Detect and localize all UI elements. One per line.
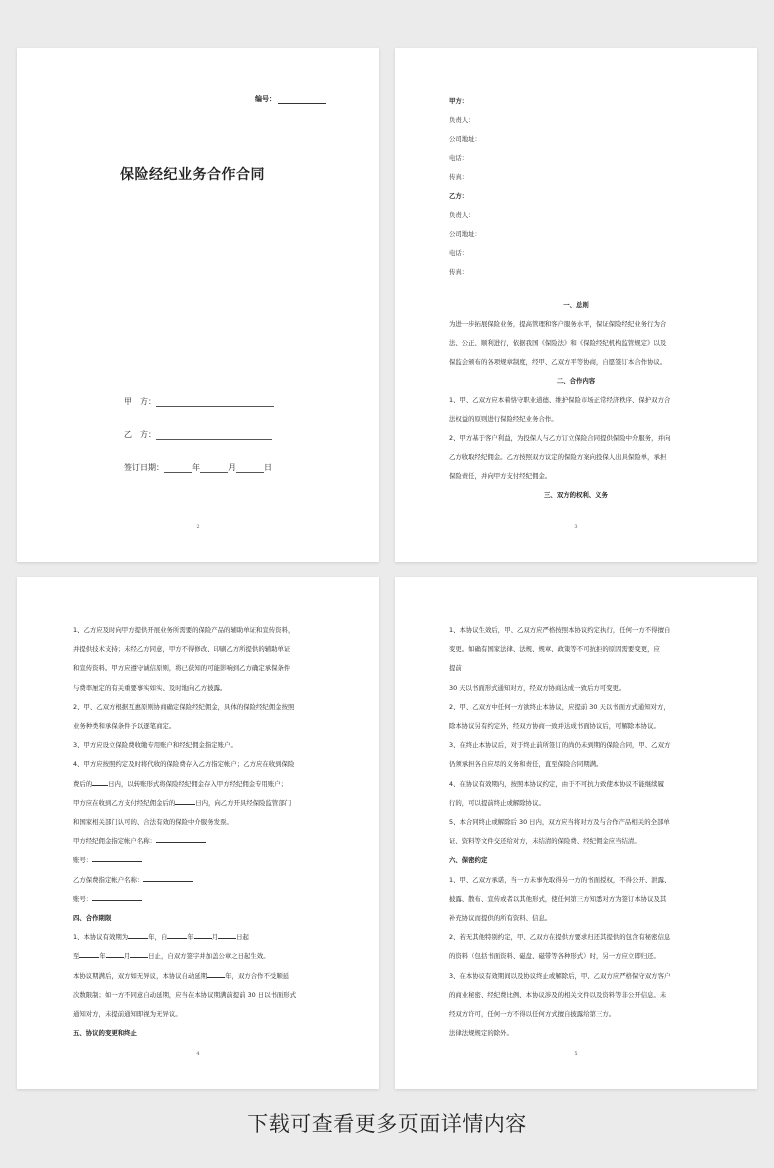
text-line: 1、甲、乙双方承诺，当一方未事先取得另一方的书面授权，不得公开、泄露、 xyxy=(449,875,671,884)
text-line: 4、甲方应按照约定及时将代收的保险费存入乙方指定帐户；乙方应在收到保险 xyxy=(73,760,295,769)
party-b-line xyxy=(124,429,272,440)
text-line: 变更。如确有国家法律、法规、规章、政策等不可抗拒的原因需要变更，应 xyxy=(449,645,660,654)
text-line: 的商业秘密、经纪费比例、本协议涉及的相关文件以及资料等非公开信息。未 xyxy=(449,990,667,999)
text-line: 负责人： xyxy=(449,116,475,124)
page-number: 2 xyxy=(196,524,200,530)
day-blank xyxy=(236,464,264,473)
day-label: 日 xyxy=(264,463,272,472)
text-line: 证、资料等文件交还给对方，未结清的保险费、经纪佣金应当结清。 xyxy=(449,837,641,846)
fill-blank xyxy=(128,932,148,939)
text-line: 与费率厘定的有关重要事实如实、及时地向乙方披露。 xyxy=(73,683,227,692)
text-line: 电话： xyxy=(449,154,469,162)
section-heading: 二、合作内容 xyxy=(556,377,596,385)
document-page-4 xyxy=(17,577,379,1089)
text-line: 补充协议而提供的所有资料、信息。 xyxy=(449,914,552,922)
fill-blank xyxy=(167,932,187,939)
text-line: 甲方经纪佣金指定帐户名称： xyxy=(73,832,206,851)
text-line: 公司地址： xyxy=(449,230,481,238)
section-heading: 五、协议的变更和终止 xyxy=(73,1029,137,1038)
section-heading: 四、合作期限 xyxy=(73,914,112,922)
text-line: 业务种类和承保条件予以逐笔商定。 xyxy=(73,722,176,730)
text-line: 至 年 月 日止，自双方签字并加盖公章之日起生效。 xyxy=(73,952,270,961)
section-heading: 乙方： xyxy=(449,192,469,200)
fill-blank xyxy=(175,798,195,805)
section-heading: 三、双方的权利、义务 xyxy=(544,491,608,499)
document-page-cover xyxy=(17,48,379,562)
text-line: 通知对方，未提前通知即视为无异议。 xyxy=(73,1010,182,1018)
text-line: 本协议期满后，双方如无异议，本协议自动延期 年，双方合作不受顺延 xyxy=(73,971,290,980)
text-line: 账号： xyxy=(73,851,142,870)
text-line: 负责人： xyxy=(449,211,475,219)
text-line: 乙方收取经纪佣金。乙方按照双方议定的保险方案向投保人出具保险单，承担 xyxy=(449,453,667,461)
text-line: 经双方许可，任何一方不得以任何方式擅自披露给第三方。 xyxy=(449,1010,616,1018)
text-line: 2、甲、乙双方根据互惠原则协商确定保险经纪佣金，具体的保险经纪佣金按照 xyxy=(73,702,295,711)
text-line: 账号： xyxy=(73,890,142,909)
fill-blank xyxy=(207,971,225,978)
text-line: 仍须承担各自应尽的义务和责任，直至保险合同期满。 xyxy=(449,760,603,769)
contract-number-field xyxy=(255,94,326,104)
section-heading: 甲方： xyxy=(449,97,469,105)
text-line: 并提供技术支持；未经乙方同意，甲方不得修改、印刷乙方所提供的辅助单证 xyxy=(73,645,291,654)
sign-date-line xyxy=(124,462,272,473)
fill-blank xyxy=(194,932,212,939)
text-line: 1、乙方应及时向甲方提供开展业务所需要的保险产品的辅助单证和宣传资料， xyxy=(73,626,295,634)
party-a-label: 甲 方： xyxy=(124,397,156,406)
text-line: 传真： xyxy=(449,173,469,181)
page-title: 保险经纪业务合作合同 xyxy=(120,167,265,183)
fill-blank xyxy=(92,779,108,786)
page-number: 3 xyxy=(574,524,578,530)
party-a-line xyxy=(124,396,274,407)
text-line: 除本协议另有约定外，经双方协商一致并达成书面协议后，可解除本协议。 xyxy=(449,722,660,730)
text-line: 保监会颁布的各项规章制度，经甲、乙双方平等协商，自愿签订本合作协议。 xyxy=(449,358,667,366)
text-line: 1、本协议生效后，甲、乙双方应严格按照本协议约定执行，任何一方不得擅自 xyxy=(449,626,671,634)
party-b-label: 乙 方： xyxy=(124,430,156,439)
month-label: 月 xyxy=(228,463,236,472)
text-line: 电话： xyxy=(449,249,469,257)
page-number: 5 xyxy=(574,1051,578,1057)
text-line: 3、在本协议有效期间以及协议终止或解除后，甲、乙双方应严格保守双方客户 xyxy=(449,971,671,980)
text-line: 披露、散布、宣传或者以其他形式，使任何第三方知悉对方为签订本协议及其 xyxy=(449,894,667,903)
text-line: 1、甲、乙双方应本着恪守职业道德、维护保险市场正常经济秩序、保护双方合 xyxy=(449,396,671,404)
month-blank xyxy=(200,464,228,473)
text-line: 2、甲、乙双方中任何一方欲终止本协议，应提前 30 天以书面方式通知对方， xyxy=(449,702,670,711)
text-line: 法权益的原则进行保险经纪业务合作。 xyxy=(449,415,558,423)
year-label: 年 xyxy=(192,463,200,472)
text-line: 甲方应在收到乙方支付经纪佣金后的 日内，向乙方开具经保险监管部门 xyxy=(73,798,292,807)
text-line: 费后的 日内，以转账形式将保险经纪佣金存入甲方经纪佣金专用账户； xyxy=(73,779,288,788)
party-b-blank xyxy=(156,431,272,440)
text-line: 1、本协议有效期为 年，自 年 月 日起 xyxy=(73,933,249,942)
section-heading: 六、保密约定 xyxy=(449,856,488,865)
text-line: 保险责任，并向甲方支付经纪佣金。 xyxy=(449,472,552,480)
contract-number-blank xyxy=(278,96,326,104)
fill-blank xyxy=(92,855,142,862)
year-blank xyxy=(164,464,192,473)
text-line: 和国家相关部门认可的、合法有效的保险中介服务发票。 xyxy=(73,818,233,826)
fill-blank xyxy=(218,932,236,939)
text-line: 公司地址： xyxy=(449,135,481,143)
document-page-5 xyxy=(395,577,757,1089)
text-line: 行的，可以提前终止或解除协议。 xyxy=(449,798,545,807)
text-line: 3、甲方应设立保险费收缴专用账户和经纪佣金指定账户。 xyxy=(73,741,237,750)
text-line: 乙方保费指定帐户名称： xyxy=(73,871,193,890)
fill-blank xyxy=(130,951,148,958)
text-line: 2、若无其他特别约定，甲、乙双方在提供方要求归还其提供的包含有秘密信息 xyxy=(449,933,671,942)
text-line: 的资料（包括书面资料、磁盘、磁带等各种形式）时，另一方应立即归还。 xyxy=(449,952,660,961)
page-number: 4 xyxy=(196,1051,200,1057)
text-line: 3、在终止本协议后，对于终止前所签订的尚仍未到期的保险合同，甲、乙双方 xyxy=(449,741,671,750)
text-line: 5、本合同终止或解除后 30 日内，双方应当将对方及与合作产品相关的全部单 xyxy=(449,818,670,826)
text-line: 为进一步拓展保险业务，提高管理和客户服务水平，保证保险经纪业务行为合 xyxy=(449,320,667,328)
text-line: 次数限制；如一方不同意自动延期，应当在本协议期满前提前 30 日以书面形式 xyxy=(73,990,297,999)
download-prompt: 下载可查看更多页面详情内容 xyxy=(247,1112,527,1136)
text-line: 法律法规规定的除外。 xyxy=(449,1029,513,1038)
contract-number-label: 编号： xyxy=(255,95,276,103)
text-line: 4、在协议有效期内，按照本协议约定，由于不可抗力致使本协议不能继续履 xyxy=(449,779,664,788)
party-a-blank xyxy=(156,398,274,407)
document-page-3 xyxy=(395,48,757,562)
fill-blank xyxy=(143,875,193,882)
text-line: 提前 xyxy=(449,664,462,673)
text-line: 和宣传资料。甲方应遵守诚信原则，将已获知的可能影响到乙方确定承保条件 xyxy=(73,664,291,673)
text-line: 传真： xyxy=(449,268,469,276)
text-line: 2、甲方基于客户利益，为投保人与乙方订立保险合同提供保险中介服务，并向 xyxy=(449,434,671,442)
fill-blank xyxy=(92,894,142,901)
fill-blank xyxy=(79,951,99,958)
section-heading: 一、总则 xyxy=(563,301,589,309)
text-line: 30 天以书面形式通知对方，经双方协商达成一致后方可变更。 xyxy=(449,683,626,692)
sign-date-label: 签订日期： xyxy=(124,463,164,472)
fill-blank xyxy=(106,951,124,958)
fill-blank xyxy=(156,836,206,843)
text-line: 法、公正、顺利进行，依据我国《保险法》和《保险经纪机构监管规定》以及 xyxy=(449,339,667,347)
